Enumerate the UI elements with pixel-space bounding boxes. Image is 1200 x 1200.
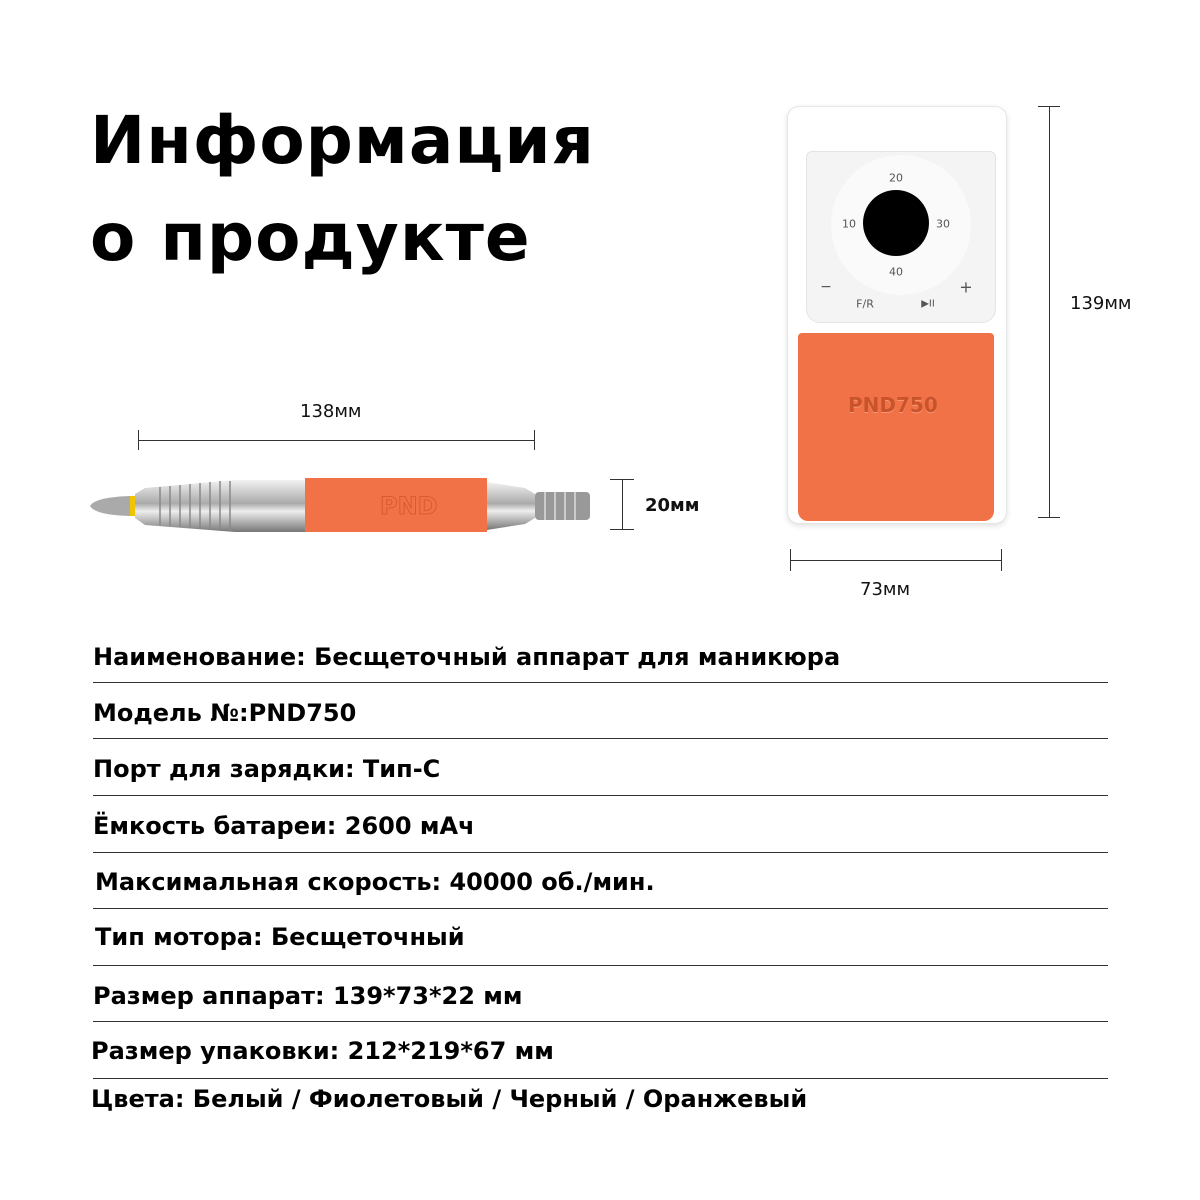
plus-button[interactable]: +	[959, 277, 973, 297]
dial-label-40: 40	[889, 265, 903, 279]
spec-charging-port: Порт для зарядки: Тип-C	[93, 755, 441, 783]
dial-label-20: 20	[889, 171, 903, 185]
pen-diameter-label: 20мм	[645, 495, 700, 516]
control-panel	[806, 151, 996, 323]
spec-name: Наименование: Бесщеточный аппарат для маникюра	[93, 643, 841, 671]
spec-max-speed: Максимальная скорость: 40000 об./мин.	[95, 868, 655, 896]
spec-model: Модель №:PND750	[93, 699, 357, 727]
direction-button[interactable]: F/R	[856, 297, 874, 311]
device-brand-logo: PND750	[848, 393, 938, 417]
control-unit-image	[787, 106, 1007, 524]
spec-battery: Ёмкость батареи: 2600 мАч	[93, 812, 475, 840]
pen-brand-logo: PND	[380, 492, 438, 520]
play-pause-button[interactable]: ▶II	[921, 298, 935, 310]
spec-colors: Цвета: Белый / Фиолетовый / Черный / Оранжевый	[91, 1085, 808, 1113]
spec-motor-type: Тип мотора: Бесщеточный	[95, 923, 465, 951]
dial-label-30: 30	[936, 217, 950, 231]
spec-device-size: Размер аппарат: 139*73*22 мм	[93, 982, 523, 1010]
minus-button[interactable]: −	[820, 279, 832, 295]
speed-knob[interactable]	[863, 190, 929, 256]
page-title-line2: о продукте	[90, 199, 531, 276]
pen-length-label: 138мм	[300, 401, 362, 422]
device-width-label: 73мм	[860, 579, 911, 600]
spec-package-size: Размер упаковки: 212*219*67 мм	[91, 1037, 554, 1065]
page-title-line1: Информация	[90, 102, 595, 179]
device-height-label: 139мм	[1070, 293, 1132, 314]
handpiece-image	[85, 470, 605, 540]
dial-label-10: 10	[842, 217, 856, 231]
device-orange-panel	[798, 333, 994, 521]
